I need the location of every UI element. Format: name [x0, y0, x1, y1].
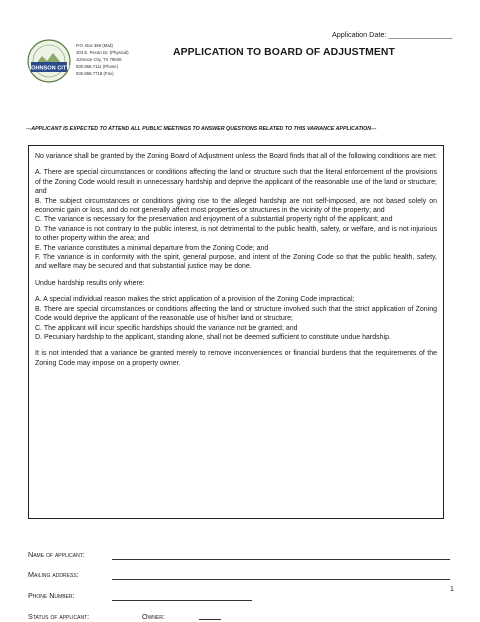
- owner-label: Owner:: [142, 612, 165, 621]
- owner-input[interactable]: [199, 611, 221, 620]
- page-title: APPLICATION TO BOARD OF ADJUSTMENT: [173, 47, 395, 58]
- criteria-item-e: E. The variance constitutes a minimal departure from the Zoning Code; and: [35, 244, 269, 252]
- criteria-item-f: F. The variance is in conformity with the spirit, general purpose, and intent of the Zoning Code so that the public health, safety, and welfare may be secured and that substantial justice may be done.: [35, 254, 437, 271]
- contact-mail: P.O. Box 369 (Mail): [76, 43, 113, 48]
- phone-label: Phone Number:: [28, 591, 75, 600]
- address-label: Mailing address:: [28, 570, 79, 579]
- criteria-item-c: C. The variance is necessary for the preservation and enjoyment of a substantial property right of the applicant; and: [35, 216, 393, 224]
- application-date-field[interactable]: Application Date: ________________: [332, 30, 453, 39]
- contact-info: [76, 42, 129, 77]
- address-input[interactable]: [112, 571, 450, 580]
- attendance-notice: ---APPLICANT IS EXPECTED TO ATTEND ALL PUBLIC MEETINGS TO ANSWER QUESTIONS RELATED TO THIS VARIANCE APPLICATION---: [26, 126, 377, 132]
- logo-lettering: JOHNSON CITY: [28, 65, 70, 72]
- contact-physical: 303 E. Pecan Dr. (Physical): [76, 50, 129, 55]
- closing-statement: It is not intended that a variance be granted merely to remove inconveniences or financial burdens that the requirements of the Zoning Code may impose on a property owner.: [35, 350, 437, 367]
- hardship-item-b: B. There are special circumstances or conditions affecting the land or structure involved such that the strict application of Zoning Code would deprive the applicant of the reasonable use of his/her land or structure;: [35, 305, 437, 323]
- criteria-item-b: B. The subject circumstances or conditions giving rise to the alleged hardship are not self-imposed, are not based solely on economic gain or loss, and do not generally affect most properties or structures in the vicinity of the property; and: [35, 197, 437, 215]
- criteria-item-a: A. There are special circumstances or conditions affecting the land or structure such that the literal enforcement of the provisions of the Zoning Code would result in unnecessary hardship and deprive the applicant of the reasonable use of the land or structure; and: [35, 169, 437, 196]
- contact-phone: 830.868.7111 (Phone): [76, 64, 119, 69]
- status-label: Status of applicant:: [28, 612, 90, 621]
- city-seal-logo: [26, 38, 72, 84]
- contact-city: Johnson City, TX 78636: [76, 57, 122, 62]
- hardship-item-d: D. Pecuniary hardship to the applicant, standing alone, shall not be deemed sufficient to constitute undue hardship.: [35, 333, 391, 341]
- phone-input[interactable]: [112, 592, 252, 601]
- variance-criteria-box: [28, 145, 444, 519]
- hardship-item-c: C. The applicant will incur specific hardships should the variance not be granted; and: [35, 324, 298, 332]
- name-input[interactable]: [112, 551, 450, 560]
- contact-fax: 830.868.7718 (Fax): [76, 71, 114, 76]
- name-label: Name of applicant:: [28, 550, 85, 559]
- criteria-item-d: D. The variance is not contrary to the public interest, is not detrimental to the public health, safety, or welfare, and is not injurious to other property within the area; and: [35, 225, 437, 243]
- hardship-intro: Undue hardship results only where:: [35, 279, 145, 287]
- page-number: 1: [450, 586, 454, 593]
- hardship-item-a: A. A special individual reason makes the strict application of a provision of the Zoning Code impractical;: [35, 296, 355, 304]
- criteria-intro: No variance shall be granted by the Zoning Board of Adjustment unless the Board finds that all of the following conditions are met:: [35, 153, 437, 160]
